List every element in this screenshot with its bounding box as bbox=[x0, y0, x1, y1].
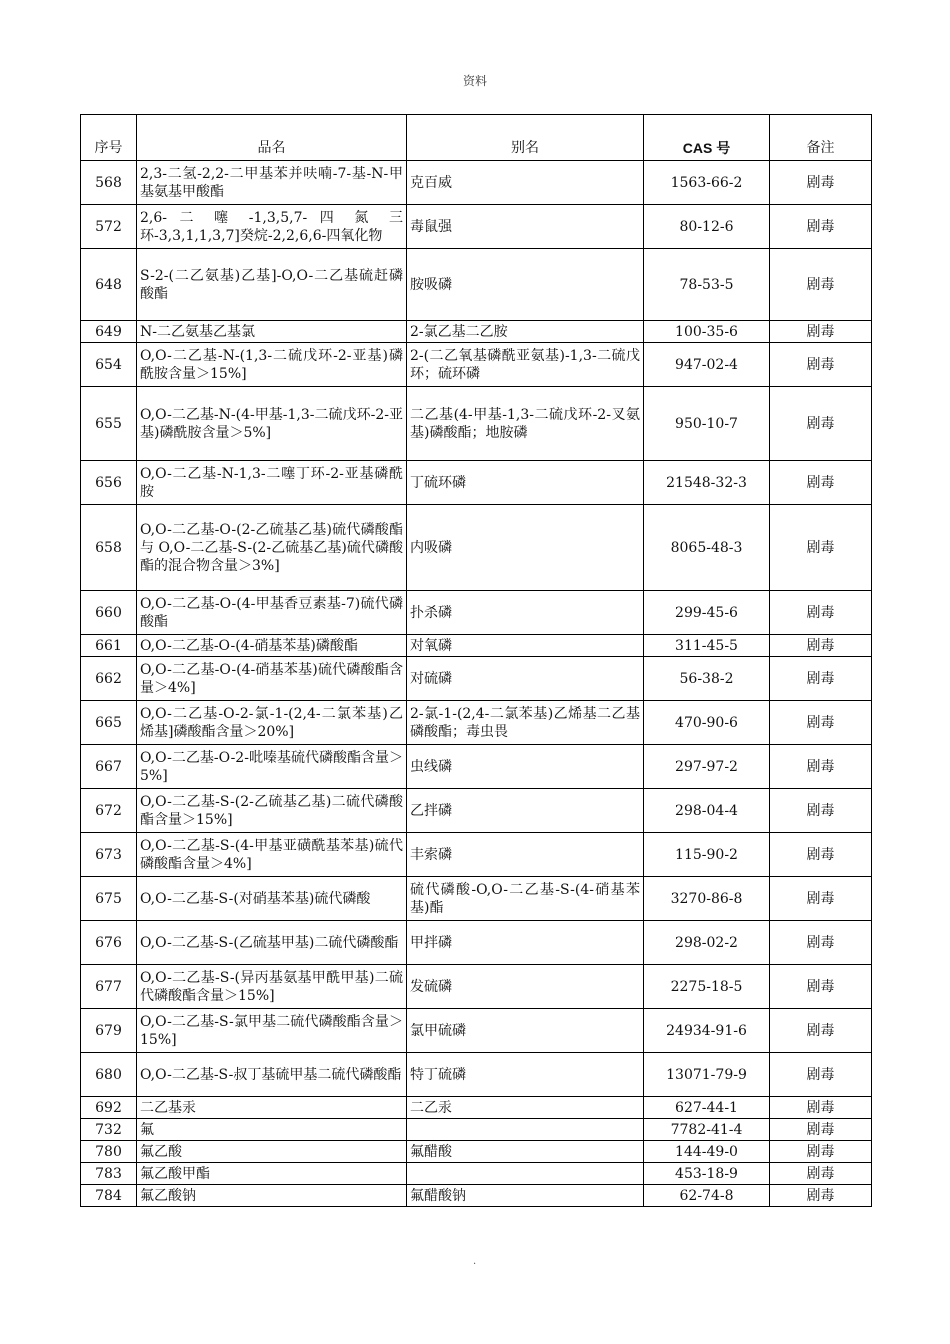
table-row bbox=[81, 1141, 872, 1163]
cell-note: 剧毒 bbox=[770, 701, 872, 745]
cell-name: O,O-二乙基-S-(乙硫基甲基)二硫代磷酸酯 bbox=[137, 921, 407, 965]
cell-name: 氟乙酸 bbox=[137, 1141, 407, 1163]
table-body bbox=[81, 161, 872, 1207]
table-row bbox=[81, 1185, 872, 1207]
cell-no: 661 bbox=[81, 635, 137, 657]
cell-cas: 299-45-6 bbox=[644, 591, 770, 635]
cell-note: 剧毒 bbox=[770, 591, 872, 635]
cell-no: 673 bbox=[81, 833, 137, 877]
table-row bbox=[81, 161, 872, 205]
table-row bbox=[81, 591, 872, 635]
cell-name: O,O-二乙基-O-(4-硝基苯基)硫代磷酸酯含量＞4%] bbox=[137, 657, 407, 701]
cell-cas: 311-45-5 bbox=[644, 635, 770, 657]
cell-note: 剧毒 bbox=[770, 205, 872, 249]
cell-note: 剧毒 bbox=[770, 1163, 872, 1185]
table-row bbox=[81, 249, 872, 321]
cell-cas: 453-18-9 bbox=[644, 1163, 770, 1185]
cell-note: 剧毒 bbox=[770, 1185, 872, 1207]
cell-note: 剧毒 bbox=[770, 321, 872, 343]
cell-name: O,O-二乙基-O-(2-乙硫基乙基)硫代磷酸酯与 O,O-二乙基-S-(2-乙硫基乙基)硫代磷酸酯的混合物含量＞3%] bbox=[137, 505, 407, 591]
cell-alias: 毒鼠强 bbox=[407, 205, 644, 249]
cell-no: 667 bbox=[81, 745, 137, 789]
cell-no: 732 bbox=[81, 1119, 137, 1141]
cell-alias: 扑杀磷 bbox=[407, 591, 644, 635]
cell-name: O,O-二乙基-N-(4-甲基-1,3-二硫戊环-2-亚基)磷酰胺含量＞5%] bbox=[137, 387, 407, 461]
cell-no: 680 bbox=[81, 1053, 137, 1097]
cell-alias: 2-氯-1-(2,4-二氯苯基)乙烯基二乙基磷酸酯；毒虫畏 bbox=[407, 701, 644, 745]
cell-note: 剧毒 bbox=[770, 249, 872, 321]
table-row bbox=[81, 789, 872, 833]
cell-cas: 62-74-8 bbox=[644, 1185, 770, 1207]
cell-alias: 特丁硫磷 bbox=[407, 1053, 644, 1097]
cell-name: 氟乙酸甲酯 bbox=[137, 1163, 407, 1185]
table-row bbox=[81, 745, 872, 789]
cell-name: O,O-二乙基-O-(4-硝基苯基)磷酸酯 bbox=[137, 635, 407, 657]
table-row bbox=[81, 505, 872, 591]
table-row bbox=[81, 877, 872, 921]
cell-name: O,O-二乙基-S-(2-乙硫基乙基)二硫代磷酸酯含量＞15%] bbox=[137, 789, 407, 833]
cell-no: 665 bbox=[81, 701, 137, 745]
cell-no: 655 bbox=[81, 387, 137, 461]
cell-alias: 乙拌磷 bbox=[407, 789, 644, 833]
cell-no: 658 bbox=[81, 505, 137, 591]
cell-alias: 胺吸磷 bbox=[407, 249, 644, 321]
cell-note: 剧毒 bbox=[770, 461, 872, 505]
cell-cas: 3270-86-8 bbox=[644, 877, 770, 921]
cell-alias: 虫线磷 bbox=[407, 745, 644, 789]
cell-no: 656 bbox=[81, 461, 137, 505]
cell-no: 572 bbox=[81, 205, 137, 249]
cell-alias bbox=[407, 1163, 644, 1185]
cell-name: O,O-二乙基-S-(4-甲基亚磺酰基苯基)硫代磷酸酯含量＞4%] bbox=[137, 833, 407, 877]
table-row bbox=[81, 205, 872, 249]
cell-no: 784 bbox=[81, 1185, 137, 1207]
cell-no: 568 bbox=[81, 161, 137, 205]
cell-note: 剧毒 bbox=[770, 657, 872, 701]
header-cas: CAS 号 bbox=[644, 115, 770, 161]
cell-no: 692 bbox=[81, 1097, 137, 1119]
cell-name: O,O-二乙基-N-1,3-二噻丁环-2-亚基磷酰胺 bbox=[137, 461, 407, 505]
cell-alias: 对硫磷 bbox=[407, 657, 644, 701]
cell-cas: 115-90-2 bbox=[644, 833, 770, 877]
cell-name: 氟 bbox=[137, 1119, 407, 1141]
cell-alias: 氟醋酸钠 bbox=[407, 1185, 644, 1207]
cell-name: O,O-二乙基-O-2-吡嗪基硫代磷酸酯含量＞5%] bbox=[137, 745, 407, 789]
table-row bbox=[81, 343, 872, 387]
cell-no: 679 bbox=[81, 1009, 137, 1053]
table-header-row bbox=[81, 115, 872, 161]
cell-cas: 13071-79-9 bbox=[644, 1053, 770, 1097]
cell-note: 剧毒 bbox=[770, 1053, 872, 1097]
cell-name: O,O-二乙基-S-氯甲基二硫代磷酸酯含量＞15%] bbox=[137, 1009, 407, 1053]
cell-cas: 21548-32-3 bbox=[644, 461, 770, 505]
cell-alias: 内吸磷 bbox=[407, 505, 644, 591]
footer-mark: . bbox=[473, 1256, 477, 1267]
cell-name: N-二乙氨基乙基氯 bbox=[137, 321, 407, 343]
cell-cas: 1563-66-2 bbox=[644, 161, 770, 205]
table-row bbox=[81, 461, 872, 505]
cell-no: 648 bbox=[81, 249, 137, 321]
cell-note: 剧毒 bbox=[770, 387, 872, 461]
table-row bbox=[81, 1053, 872, 1097]
header-alias: 别名 bbox=[407, 115, 644, 161]
cell-name: O,O-二乙基-N-(1,3-二硫戊环-2-亚基)磷酰胺含量＞15%] bbox=[137, 343, 407, 387]
cell-no: 783 bbox=[81, 1163, 137, 1185]
page-header: 资料 bbox=[462, 74, 487, 88]
cell-no: 780 bbox=[81, 1141, 137, 1163]
cell-cas: 78-53-5 bbox=[644, 249, 770, 321]
cell-alias: 2-氯乙基二乙胺 bbox=[407, 321, 644, 343]
cell-name: 二乙基汞 bbox=[137, 1097, 407, 1119]
cell-name: O,O-二乙基-O-(4-甲基香豆素基-7)硫代磷酸酯 bbox=[137, 591, 407, 635]
cell-cas: 100-35-6 bbox=[644, 321, 770, 343]
cell-cas: 56-38-2 bbox=[644, 657, 770, 701]
cell-note: 剧毒 bbox=[770, 789, 872, 833]
table-row bbox=[81, 921, 872, 965]
cell-alias: 克百威 bbox=[407, 161, 644, 205]
table-row bbox=[81, 387, 872, 461]
table-row bbox=[81, 635, 872, 657]
cell-cas: 2275-18-5 bbox=[644, 965, 770, 1009]
cell-no: 677 bbox=[81, 965, 137, 1009]
cell-note: 剧毒 bbox=[770, 1141, 872, 1163]
cell-name: S-2-(二乙氨基)乙基]-O,O-二乙基硫赶磷酸酯 bbox=[137, 249, 407, 321]
cell-note: 剧毒 bbox=[770, 343, 872, 387]
cell-no: 662 bbox=[81, 657, 137, 701]
table-row bbox=[81, 701, 872, 745]
cell-cas: 8065-48-3 bbox=[644, 505, 770, 591]
header-no: 序号 bbox=[81, 115, 137, 161]
table-row bbox=[81, 1097, 872, 1119]
cell-alias: 对氧磷 bbox=[407, 635, 644, 657]
cell-name: O,O-二乙基-S-(对硝基苯基)硫代磷酸 bbox=[137, 877, 407, 921]
cell-no: 654 bbox=[81, 343, 137, 387]
cell-no: 660 bbox=[81, 591, 137, 635]
cell-note: 剧毒 bbox=[770, 161, 872, 205]
cell-note: 剧毒 bbox=[770, 635, 872, 657]
cell-alias: 氯甲硫磷 bbox=[407, 1009, 644, 1053]
cell-cas: 950-10-7 bbox=[644, 387, 770, 461]
cell-note: 剧毒 bbox=[770, 505, 872, 591]
table-row bbox=[81, 965, 872, 1009]
cell-cas: 627-44-1 bbox=[644, 1097, 770, 1119]
cell-note: 剧毒 bbox=[770, 965, 872, 1009]
cell-no: 676 bbox=[81, 921, 137, 965]
cell-alias: 二乙汞 bbox=[407, 1097, 644, 1119]
cell-name: O,O-二乙基-S-叔丁基硫甲基二硫代磷酸酯 bbox=[137, 1053, 407, 1097]
table-row bbox=[81, 1163, 872, 1185]
cell-note: 剧毒 bbox=[770, 1119, 872, 1141]
cell-note: 剧毒 bbox=[770, 745, 872, 789]
cell-alias: 甲拌磷 bbox=[407, 921, 644, 965]
cell-note: 剧毒 bbox=[770, 833, 872, 877]
header-name: 品名 bbox=[137, 115, 407, 161]
cell-no: 672 bbox=[81, 789, 137, 833]
cell-cas: 297-97-2 bbox=[644, 745, 770, 789]
cell-cas: 298-02-2 bbox=[644, 921, 770, 965]
cell-alias: 氟醋酸 bbox=[407, 1141, 644, 1163]
cell-cas: 470-90-6 bbox=[644, 701, 770, 745]
cell-cas: 7782-41-4 bbox=[644, 1119, 770, 1141]
cell-no: 675 bbox=[81, 877, 137, 921]
cell-cas: 80-12-6 bbox=[644, 205, 770, 249]
cell-alias: 2-(二乙氧基磷酰亚氨基)-1,3-二硫戊环；硫环磷 bbox=[407, 343, 644, 387]
cell-alias: 发硫磷 bbox=[407, 965, 644, 1009]
table-row bbox=[81, 321, 872, 343]
cell-cas: 24934-91-6 bbox=[644, 1009, 770, 1053]
cell-note: 剧毒 bbox=[770, 877, 872, 921]
table-row bbox=[81, 1119, 872, 1141]
cell-alias: 二乙基(4-甲基-1,3-二硫戊环-2-叉氨基)磷酸酯；地胺磷 bbox=[407, 387, 644, 461]
cell-name: 2,3-二氢-2,2-二甲基苯并呋喃-7-基-N-甲基氨基甲酸酯 bbox=[137, 161, 407, 205]
table-row bbox=[81, 833, 872, 877]
cell-cas: 947-02-4 bbox=[644, 343, 770, 387]
cell-no: 649 bbox=[81, 321, 137, 343]
cell-cas: 298-04-4 bbox=[644, 789, 770, 833]
cell-note: 剧毒 bbox=[770, 1009, 872, 1053]
cell-alias bbox=[407, 1119, 644, 1141]
cell-name: O,O-二乙基-S-(异丙基氨基甲酰甲基)二硫代磷酸酯含量＞15%] bbox=[137, 965, 407, 1009]
header-note: 备注 bbox=[770, 115, 872, 161]
cell-alias: 硫代磷酸-O,O-二乙基-S-(4-硝基苯基)酯 bbox=[407, 877, 644, 921]
cell-alias: 丁硫环磷 bbox=[407, 461, 644, 505]
cell-note: 剧毒 bbox=[770, 921, 872, 965]
cell-name: O,O-二乙基-O-2-氯-1-(2,4-二氯苯基)乙烯基]磷酸酯含量＞20%] bbox=[137, 701, 407, 745]
cell-name: 氟乙酸钠 bbox=[137, 1185, 407, 1207]
table-row bbox=[81, 657, 872, 701]
toxic-chemicals-table bbox=[80, 114, 872, 1207]
cell-note: 剧毒 bbox=[770, 1097, 872, 1119]
cell-name: 2,6- 二 噻 -1,3,5,7- 四 氮 三 环-3,3,1,1,3,7]癸烷-2,2,6,6-四氧化物 bbox=[137, 205, 407, 249]
table-row bbox=[81, 1009, 872, 1053]
cell-cas: 144-49-0 bbox=[644, 1141, 770, 1163]
cell-alias: 丰索磷 bbox=[407, 833, 644, 877]
